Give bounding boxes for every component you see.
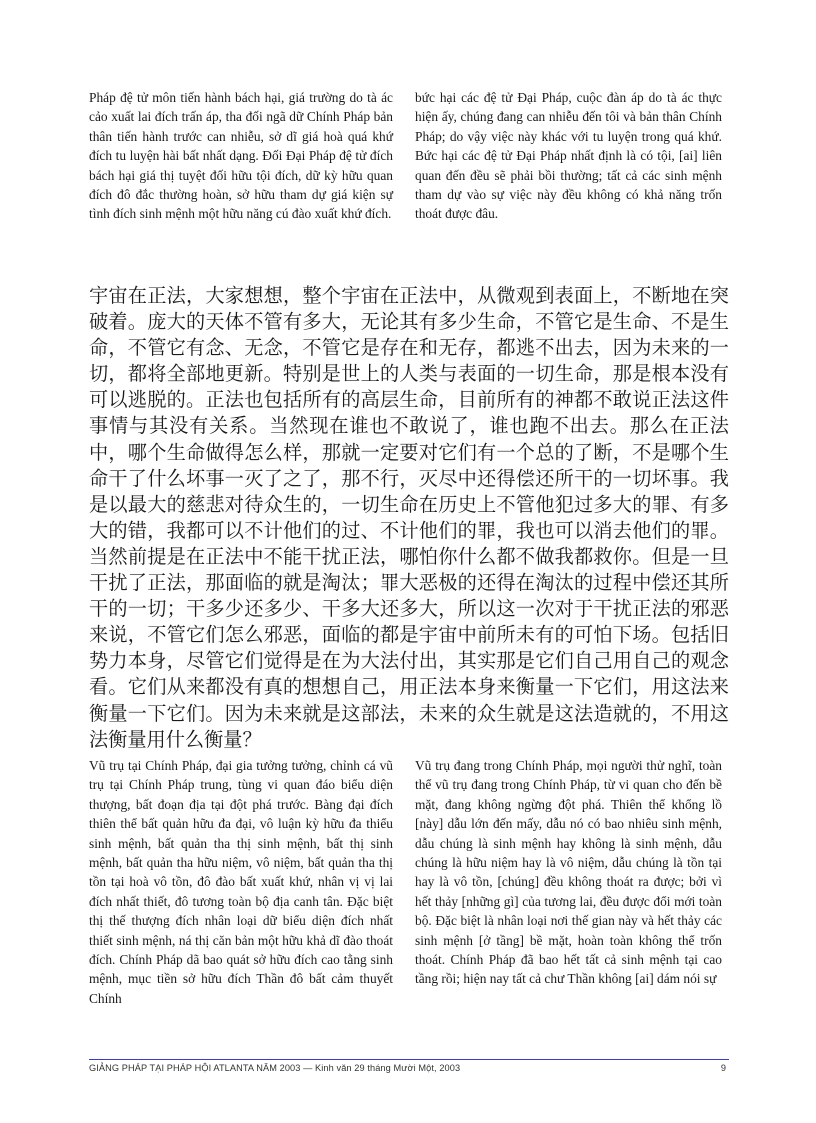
- bottom-left-column-text: Vũ trụ tại Chính Pháp, đại gia tưởng tưởng, chỉnh cá vũ trụ tại Chính Pháp trung, tùng vi quan đáo biểu diện thượng, bất đoạn địa tại đột phá trước. Bàng đại đích thiên thể bất quản hữu đa đại, vô luận kỳ hữu đa thiểu sinh mệnh, bất quản tha thị sinh mệnh, bất thị sinh mệnh, bất quản tha hữu niệm, vô niệm, bất quản tha thị tồn tại hoà vô tồn, đô đào bất xuất khứ, nhân vị vị lai đích nhất thiết, đô tương toàn bộ địa canh tân. Đặc biệt thị thế thượng đích nhân loại dữ biểu diện đích nhất thiết sinh mệnh, ná thị căn bản một hữu khả dĩ đào thoát đích. Chính Pháp dã bao quát sở hữu đích cao tằng sinh mệnh, mục tiền sở hữu đích Thần đô bất cảm thuyết Chính: [89, 758, 393, 1006]
- bottom-right-column-text: Vũ trụ đang trong Chính Pháp, mọi người thử nghĩ, toàn thể vũ trụ đang trong Chính Pháp, từ vi quan cho đến bề mặt, đang không ngừng đột phá. Thiên thể khổng lồ [này] dẫu lớn đến mấy, dẫu nó có bao nhiêu sinh mệnh, dẫu chúng là sinh mệnh hay không là sinh mệnh, dẫu chúng là hữu niệm hay là vô niệm, dẫu chúng là tồn tại hay là vô tồn, [chúng] đều không thoát ra được; bởi vì hết thảy [những gì] của tương lai, đều được đổi mới toàn bộ. Đặc biệt là nhân loại nơi thế gian này và hết thảy các sinh mệnh [ở tầng] bề mặt, hoàn toàn không thể trốn thoát. Chính Pháp đã bao hết tất cả sinh mệnh tại cao tầng rồi; hiện nay tất cả chư Thần không [ai] dám nói sự: [415, 758, 722, 987]
- footer-divider: [89, 1059, 729, 1060]
- footer-title: GIẢNG PHÁP TẠI PHÁP HỘI ATLANTA NĂM 2003 — Kinh văn 29 tháng Mười Một, 2003: [89, 1063, 461, 1073]
- top-left-column-text: Pháp đệ tử môn tiến hành bách hại, giá trường do tà ác cảo xuất lai đích trấn áp, tha đối ngã dữ Chính Pháp bản thân tiến hành trước can nhiễu, sở dĩ giá hoà quá khứ đích tu luyện hài bất nhất dạng. Đối Đại Pháp đệ tử đích bách hại giá thị tuyệt đối hữu tội đích, dữ kỳ hữu quan đích đô đắc thường hoàn, sở hữu tham dự giá kiện sự tình đích sinh mệnh một hữu năng cú đào xuất khứ đích.: [89, 90, 393, 222]
- chinese-paragraph: 宇宙在正法，大家想想，整个宇宙在正法中，从微观到表面上，不断地在突破着。庞大的天体不管有多大，无论其有多少生命，不管它是生命、不是生命，不管它有念、无念，不管它是存在和无存，都逃不出去，因为未来的一切，都将全部地更新。特别是世上的人类与表面的一切生命，那是根本没有可以逃脱的。正法也包括所有的高层生命，目前所有的神都不敢说正法这件事情与其没有关系。当然现在谁也不敢说了，谁也跑不出去。那么在正法中，哪个生命做得怎么样，那就一定要对它们有一个总的了断，不是哪个生命干了什么坏事一灭了之了，那不行，灭尽中还得偿还所干的一切坏事。我是以最大的慈悲对待众生的，一切生命在历史上不管他犯过多大的罪、有多大的错，我都可以不计他们的过、不计他们的罪，我也可以消去他们的罪。当然前提是在正法中不能干扰正法，哪怕你什么都不做我都救你。但是一旦干扰了正法，那面临的就是淘汰；罪大恶极的还得在淘汰的过程中偿还其所干的一切；干多少还多少、干多大还多大，所以这一次对于干扰正法的邪恶来说，不管它们怎么邪恶，面临的都是宇宙中前所未有的可怕下场。包括旧势力本身，尽管它们觉得是在为大法付出，其实那是它们自己用自己的观念看。它们从来都没有真的想想自己，用正法本身来衡量一下它们，用这法来衡量一下它们。因为未来就是这部法，未来的众生就是这法造就的，不用这法衡量用什么衡量？: [89, 284, 729, 751]
- page-number: 9: [720, 1063, 726, 1073]
- top-right-column-text: bức hại các đệ tử Đại Pháp, cuộc đàn áp do tà ác thực hiện ấy, chúng đang can nhiễu đến tôi và bản thân Chính Pháp; do vậy việc này khác với tu luyện trong quá khứ. Bức hại các đệ tử Đại Pháp nhất định là có tội, [ai] liên quan đến đều sẽ phải bồi thường; tất cả các sinh mệnh tham dự vào sự việc này đều không có khả năng trốn thoát được đâu.: [415, 90, 722, 222]
